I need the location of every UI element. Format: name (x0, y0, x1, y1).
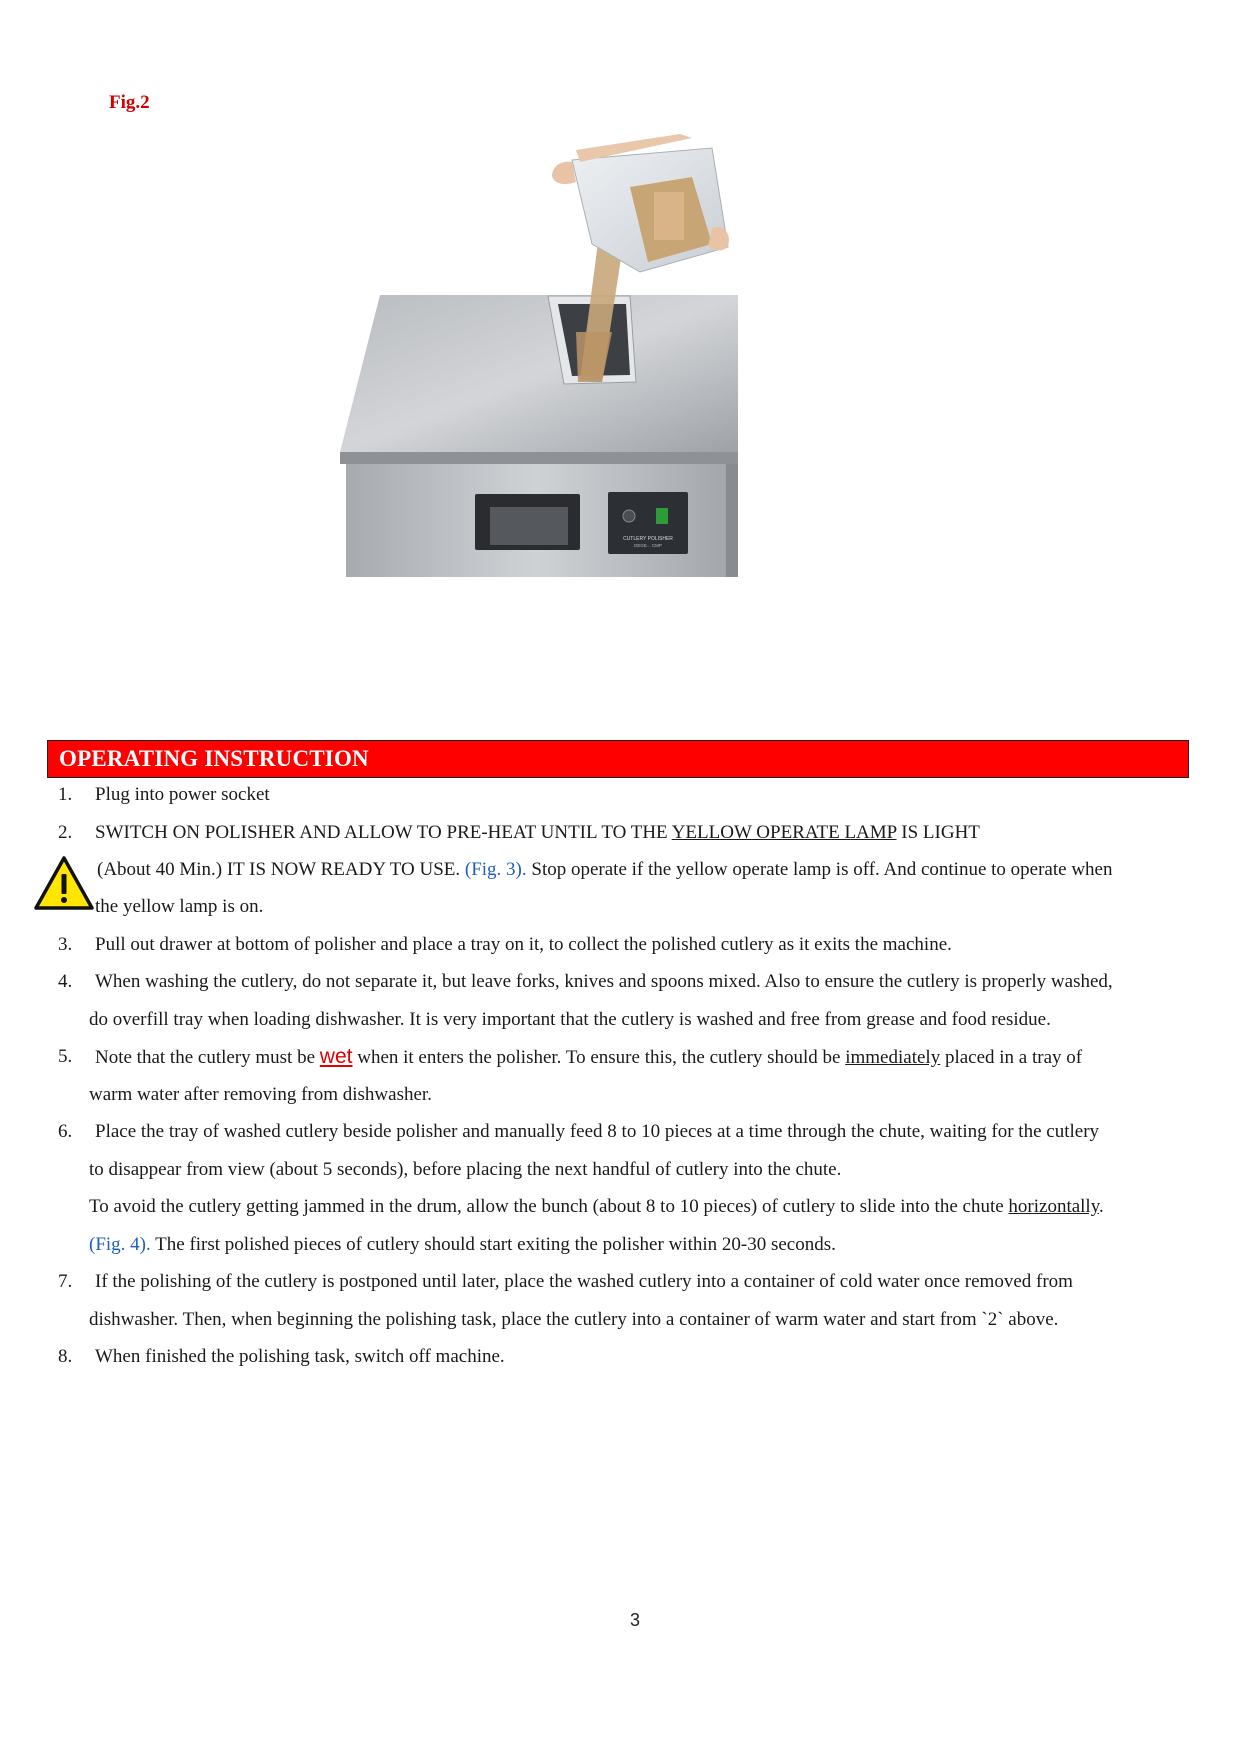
list-item-text: dishwasher. Then, when beginning the polishing task, place the cutlery into a container of warm water and start from `2` above. (89, 1309, 1059, 1330)
list-item-number: 5. (58, 1046, 73, 1067)
list-item-text: the yellow lamp is on. (95, 896, 264, 917)
list-item-text: to disappear from view (about 5 seconds), before placing the next handful of cutlery into the chute. (89, 1159, 842, 1180)
machine-top (340, 295, 738, 452)
text-segment: Stop operate if the yellow operate lamp is off. And continue to operate when (526, 859, 1113, 880)
text-segment: To avoid the cutlery getting jammed in the drum, allow the bunch (about 8 to 10 pieces) of cutlery to slide into the chute (89, 1196, 1009, 1217)
underlined-text: immediately (845, 1047, 941, 1068)
panel-label-2: DEGE... CMP (634, 543, 662, 548)
list-item-number: 2. (58, 822, 73, 843)
list-item-text: When finished the polishing task, switch off machine. (95, 1346, 505, 1367)
text-segment: Note that the cutlery must be (95, 1047, 320, 1068)
underlined-text: horizontally (1008, 1196, 1099, 1217)
list-item-text (89, 1233, 836, 1257)
list-item-text: If the polishing of the cutlery is postponed until later, place the washed cutlery into a container of cold water once removed from (95, 1271, 1073, 1292)
list-item-text: do overfill tray when loading dishwasher. It is very important that the cutlery is washed and free from grease and food residue. (89, 1009, 1051, 1030)
list-item-text: Plug into power socket (95, 784, 270, 805)
operate-lamp (623, 510, 635, 522)
text-segment: when it enters the polisher. To ensure this, the cutlery should be (352, 1047, 846, 1068)
figure-reference-link[interactable]: (Fig. 4). (89, 1234, 151, 1255)
list-item-text (95, 821, 980, 845)
text-segment: IS LIGHT (896, 822, 980, 843)
machine-side (726, 464, 738, 577)
list-item-text: Place the tray of washed cutlery beside polisher and manually feed 8 to 10 pieces at a time through the chute, waiting for the cutlery (95, 1121, 1100, 1142)
text-segment: SWITCH ON POLISHER AND ALLOW TO PRE-HEAT UNTIL TO THE (95, 822, 672, 843)
list-item-text: Pull out drawer at bottom of polisher and place a tray on it, to collect the polished cutlery as it exits the machine. (95, 934, 952, 955)
text-segment: placed in a tray of (940, 1047, 1083, 1068)
drawer-inner (490, 507, 568, 545)
text-segment: The first polished pieces of cutlery should start exiting the polisher within 20-30 seconds. (150, 1234, 836, 1255)
machine-top-edge (340, 452, 738, 464)
list-item-number: 4. (58, 971, 73, 992)
highlighted-word: wet (319, 1045, 353, 1068)
list-item-text: warm water after removing from dishwasher. (89, 1084, 432, 1105)
bag-label (654, 192, 684, 240)
warning-triangle-icon (33, 855, 95, 911)
figure-reference-link[interactable]: (Fig. 3). (464, 859, 527, 880)
list-item-number: 8. (58, 1346, 73, 1367)
section-title: OPERATING INSTRUCTION (59, 746, 369, 771)
figure-photo-polisher (340, 132, 790, 577)
panel-label: CUTLERY POLISHER (623, 536, 673, 542)
list-item-number: 1. (58, 784, 73, 805)
list-item-text: When washing the cutlery, do not separate it, but leave forks, knives and spoons mixed. Also to ensure the cutlery is properly washed, (95, 971, 1113, 992)
power-switch (656, 508, 668, 524)
list-item-text (97, 858, 1112, 882)
text-segment: . (1098, 1196, 1104, 1217)
figure-label: Fig.2 (109, 92, 150, 113)
page-number: 3 (630, 1610, 641, 1630)
left-hand (552, 162, 576, 184)
list-item-number: 3. (58, 934, 73, 955)
underlined-text: YELLOW OPERATE LAMP (671, 822, 897, 843)
text-segment: (About 40 Min.) IT IS NOW READY TO USE. (97, 859, 465, 880)
list-item-number: 6. (58, 1121, 73, 1142)
list-item-text (95, 1045, 1082, 1070)
list-item-text (89, 1195, 1104, 1219)
section-header-bar (47, 740, 1189, 778)
list-item-number: 7. (58, 1271, 73, 1292)
